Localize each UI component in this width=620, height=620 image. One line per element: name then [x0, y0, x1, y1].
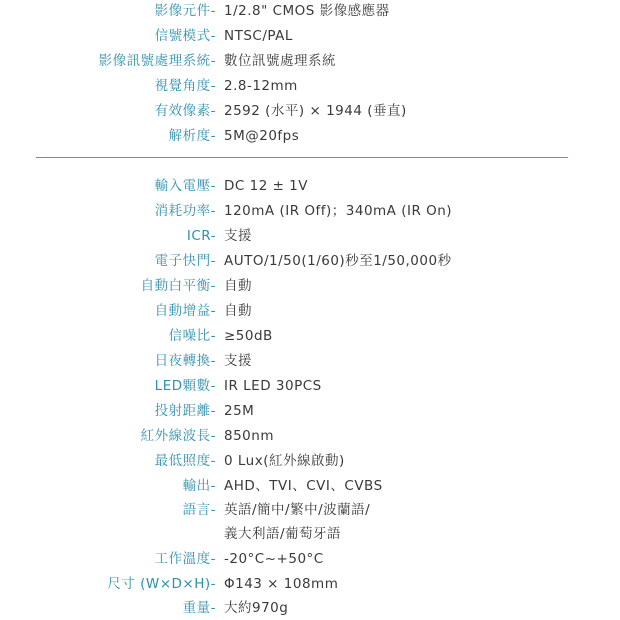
- spec-label: 投射距離-: [154, 403, 216, 419]
- spec-row-led-count: [0, 375, 620, 397]
- spec-row-min-illumination: [0, 450, 620, 472]
- spec-label: 重量-: [182, 600, 216, 616]
- spec-label: 消耗功率-: [154, 203, 216, 219]
- spec-value: NTSC/PAL: [224, 28, 293, 44]
- spec-row-ir-wavelength: [0, 425, 620, 447]
- spec-label: 影像元件-: [154, 3, 216, 19]
- spec-value: 25M: [224, 403, 255, 419]
- spec-row-signal-mode: [0, 25, 620, 47]
- spec-row-resolution: [0, 125, 620, 147]
- spec-row-image-sensor: [0, 0, 620, 22]
- spec-value: AHD、TVI、CVI、CVBS: [224, 478, 383, 494]
- spec-label: LED顆數-: [154, 378, 216, 394]
- spec-label: 語言-: [182, 502, 216, 518]
- spec-value: 0 Lux(紅外線啟動): [224, 453, 345, 469]
- spec-row-white-balance: [0, 275, 620, 297]
- spec-value: 義大利語/葡萄牙語: [224, 526, 342, 542]
- spec-row-auto-gain: [0, 300, 620, 322]
- spec-value: 120mA (IR Off)；340mA (IR On): [224, 203, 453, 219]
- section-divider: [36, 157, 568, 158]
- spec-label: 信噪比-: [168, 328, 216, 344]
- spec-label: 最低照度-: [154, 453, 216, 469]
- spec-row-output: [0, 475, 620, 497]
- spec-row-day-night: [0, 350, 620, 372]
- spec-value: DC 12 ± 1V: [224, 178, 309, 194]
- spec-row-snr: [0, 325, 620, 347]
- spec-value: 1/2.8" CMOS 影像感應器: [224, 3, 390, 19]
- spec-value: 支援: [224, 228, 252, 244]
- spec-value: 2.8-12mm: [224, 78, 298, 94]
- spec-row-weight: [0, 597, 620, 619]
- spec-row-input-voltage: [0, 175, 620, 197]
- spec-label: 工作溫度-: [154, 551, 216, 567]
- spec-label: 尺寸 (W×D×H)-: [107, 576, 216, 592]
- spec-row-effective-pixels: [0, 100, 620, 122]
- spec-label: 有效像素-: [154, 103, 216, 119]
- spec-row-shutter: [0, 250, 620, 272]
- spec-value: 支援: [224, 353, 252, 369]
- spec-label: 電子快門-: [154, 253, 216, 269]
- spec-row-dimensions: [0, 573, 620, 595]
- spec-row-signal-processing: [0, 50, 620, 72]
- spec-row-language-continued: [0, 523, 620, 545]
- spec-value: 850nm: [224, 428, 274, 444]
- spec-value: IR LED 30PCS: [224, 378, 322, 394]
- spec-value: Φ143 × 108mm: [224, 576, 339, 592]
- spec-value: AUTO/1/50(1/60)秒至1/50,000秒: [224, 253, 452, 269]
- spec-value: 自動: [224, 278, 252, 294]
- spec-value: 2592 (水平) × 1944 (垂直): [224, 103, 407, 119]
- spec-label: 信號模式-: [154, 28, 216, 44]
- spec-value: -20°C~+50°C: [224, 551, 324, 567]
- spec-value: ≥50dB: [224, 328, 273, 344]
- spec-row-ir-distance: [0, 400, 620, 422]
- spec-row-icr: [0, 225, 620, 247]
- spec-value: 英語/簡中/繁中/波蘭語/: [224, 502, 371, 518]
- spec-row-operating-temperature: [0, 548, 620, 570]
- spec-label: 解析度-: [168, 128, 216, 144]
- spec-label: 紅外線波長-: [140, 428, 216, 444]
- spec-label: 日夜轉換-: [154, 353, 216, 369]
- spec-value: 自動: [224, 303, 252, 319]
- spec-row-view-angle: [0, 75, 620, 97]
- spec-row-power-consumption: [0, 200, 620, 222]
- spec-label: ICR-: [186, 228, 216, 244]
- spec-label: 輸出-: [182, 478, 216, 494]
- spec-value: 數位訊號處理系統: [224, 53, 336, 69]
- spec-label: 自動白平衡-: [140, 278, 216, 294]
- spec-value: 5M@20fps: [224, 128, 300, 144]
- spec-label: 視覺角度-: [154, 78, 216, 94]
- spec-label: 輸入電壓-: [154, 178, 216, 194]
- spec-label: 影像訊號處理系統-: [98, 53, 216, 69]
- spec-value: 大約970g: [224, 600, 289, 616]
- spec-row-language: [0, 499, 620, 521]
- spec-label: 自動增益-: [154, 303, 216, 319]
